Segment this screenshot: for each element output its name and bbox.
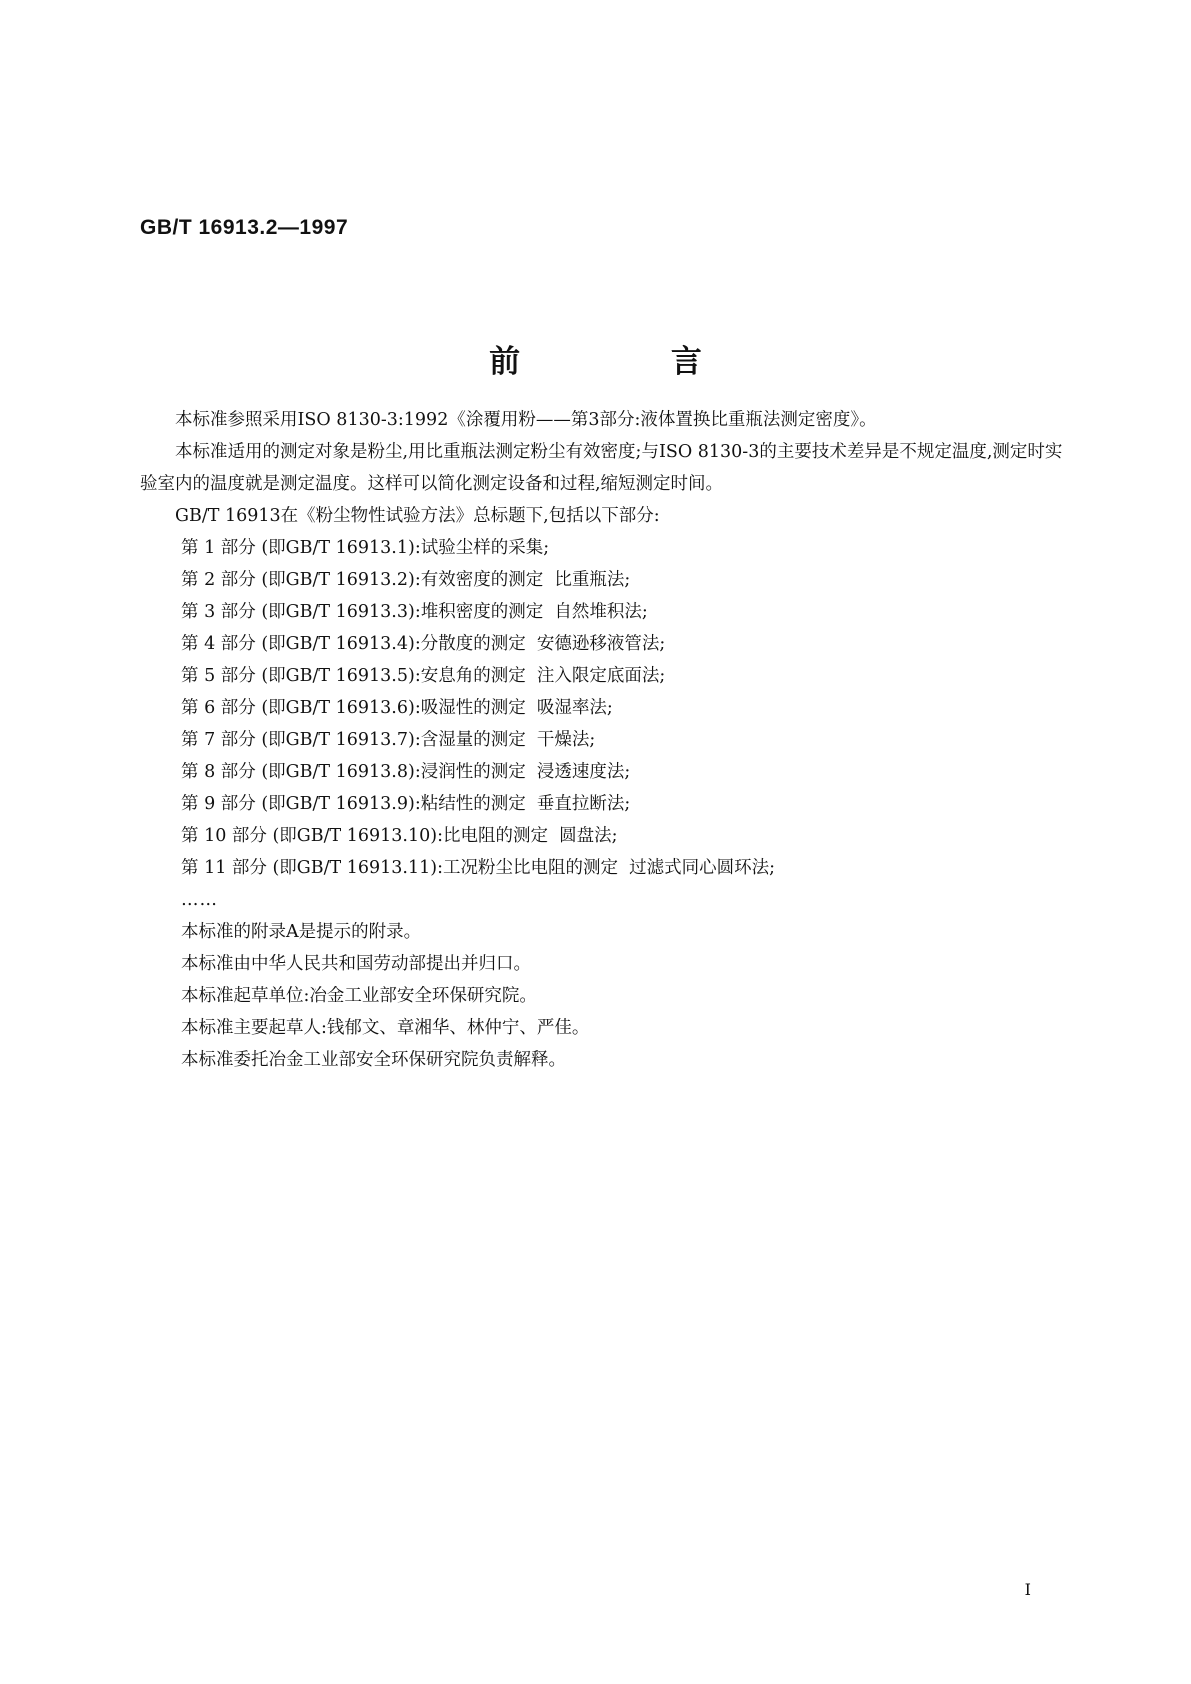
statement-drafting-unit: 本标准起草单位:冶金工业部安全环保研究院。 bbox=[181, 986, 537, 1006]
paragraph-adoption: 本标准参照采用ISO 8130-3:1992《涂覆用粉——第3部分:液体置换比重瓶法测定密度》。 bbox=[175, 410, 877, 430]
list-item: 第 6 部分 (即GB/T 16913.6):吸湿性的测定 吸湿率法; bbox=[181, 698, 613, 718]
list-item: 第 1 部分 (即GB/T 16913.1):试验尘样的采集; bbox=[181, 538, 550, 558]
closing-statements bbox=[140, 916, 1065, 1076]
list-ellipsis: …… bbox=[181, 890, 218, 910]
list-item: 第 5 部分 (即GB/T 16913.5):安息角的测定 注入限定底面法; bbox=[181, 666, 666, 686]
list-item: 第 9 部分 (即GB/T 16913.9):粘结性的测定 垂直拉断法; bbox=[181, 794, 631, 814]
list-item: 第 11 部分 (即GB/T 16913.11):工况粉尘比电阻的测定 过滤式同心圆环法; bbox=[181, 858, 775, 878]
parts-list bbox=[140, 532, 1065, 916]
list-item: 第 10 部分 (即GB/T 16913.10):比电阻的测定 圆盘法; bbox=[181, 826, 618, 846]
page-number: I bbox=[1024, 1580, 1031, 1599]
foreword-body bbox=[140, 404, 1065, 1076]
page-title: 前 言 bbox=[489, 344, 772, 380]
paragraph-scope: 本标准适用的测定对象是粉尘,用比重瓶法测定粉尘有效密度;与ISO 8130-3的主要技术差异是不规定温度,测定时实验室内的温度就是测定温度。这样可以简化测定设备和过程,缩短测定时间。 bbox=[140, 442, 1063, 494]
paragraph-parts-intro: GB/T 16913在《粉尘物性试验方法》总标题下,包括以下部分: bbox=[175, 506, 660, 526]
list-item: 第 4 部分 (即GB/T 16913.4):分散度的测定 安德逊移液管法; bbox=[181, 634, 666, 654]
list-item: 第 8 部分 (即GB/T 16913.8):浸润性的测定 浸透速度法; bbox=[181, 762, 631, 782]
list-item: 第 7 部分 (即GB/T 16913.7):含湿量的测定 干燥法; bbox=[181, 730, 596, 750]
statement-drafters: 本标准主要起草人:钱郁文、章湘华、林仲宁、严佳。 bbox=[181, 1018, 590, 1038]
list-item: 第 2 部分 (即GB/T 16913.2):有效密度的测定 比重瓶法; bbox=[181, 570, 631, 590]
statement-proposer: 本标准由中华人民共和国劳动部提出并归口。 bbox=[181, 954, 531, 974]
list-item: 第 3 部分 (即GB/T 16913.3):堆积密度的测定 自然堆积法; bbox=[181, 602, 648, 622]
statement-interpretation: 本标准委托冶金工业部安全环保研究院负责解释。 bbox=[181, 1050, 566, 1070]
standard-code: GB/T 16913.2—1997 bbox=[140, 216, 349, 239]
statement-annex: 本标准的附录A是提示的附录。 bbox=[181, 922, 422, 942]
